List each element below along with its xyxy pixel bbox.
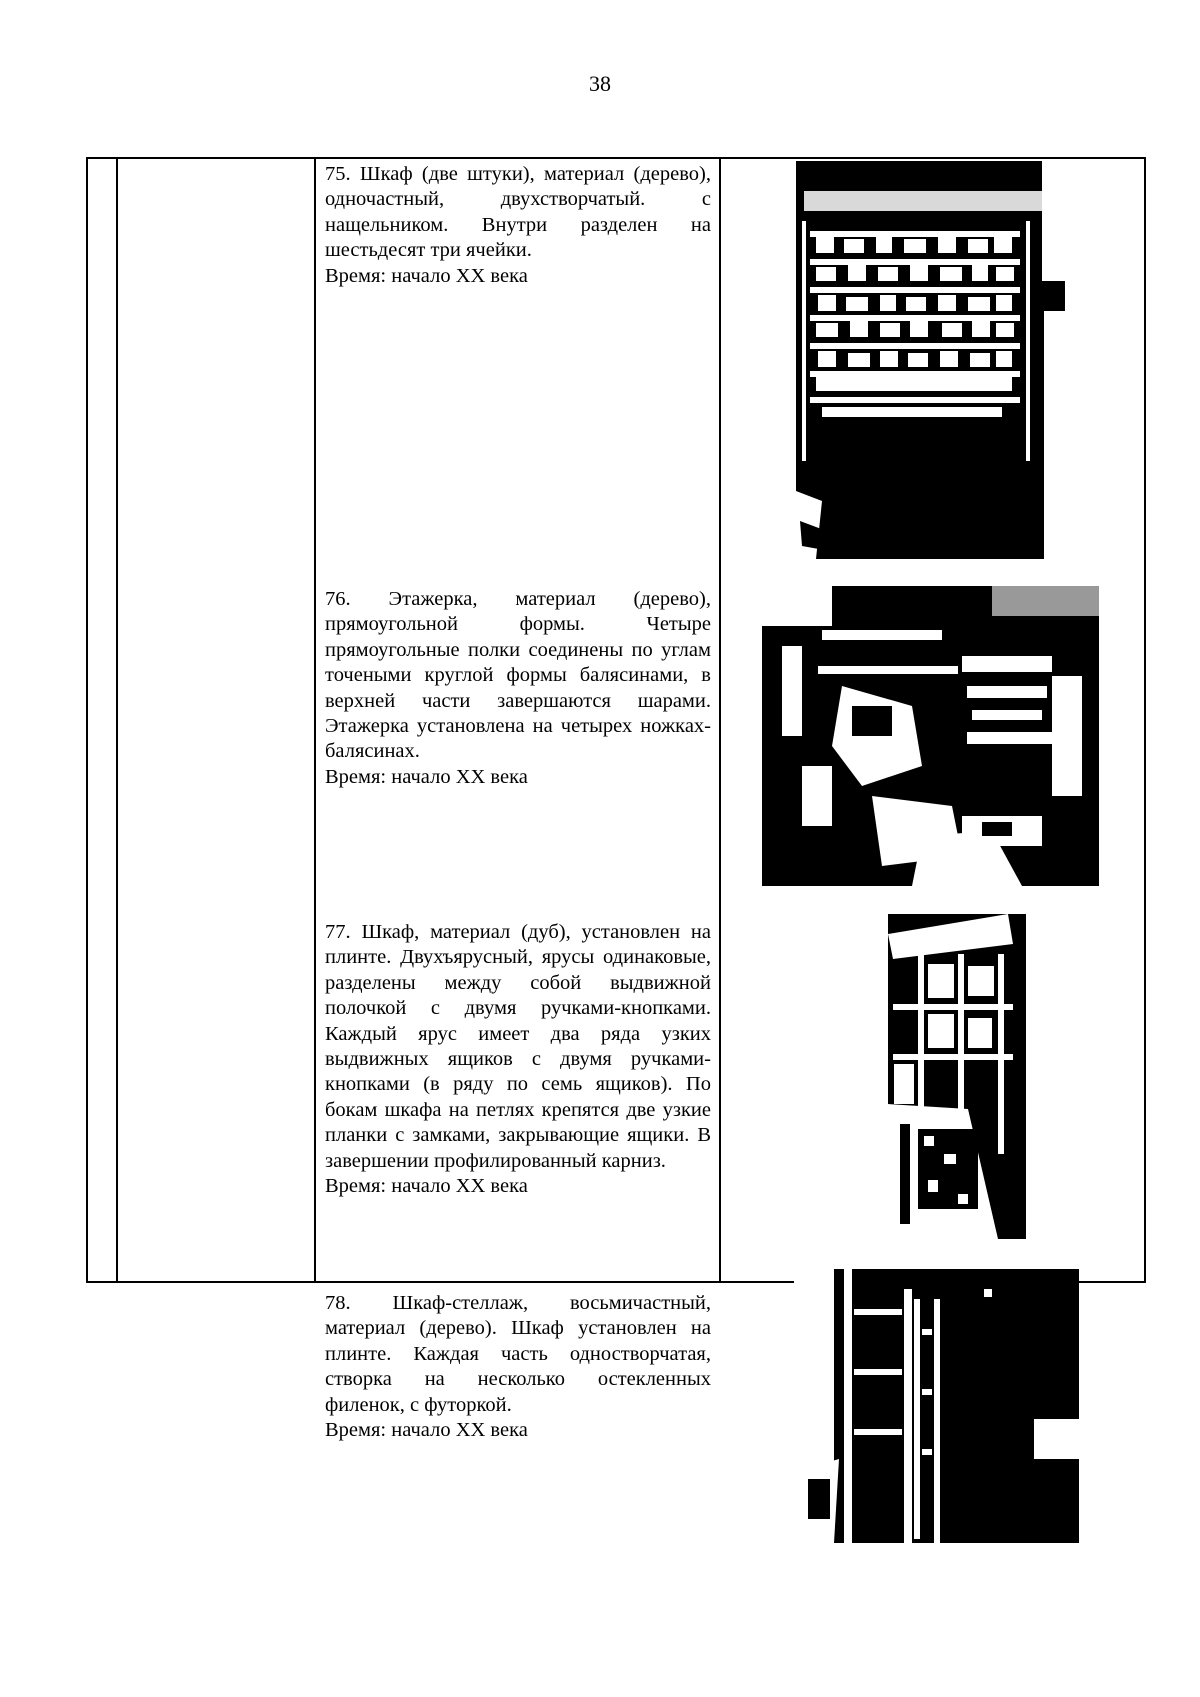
column-divider xyxy=(116,159,118,1281)
entry-time: Время: начало XX века xyxy=(325,1419,528,1442)
column-divider xyxy=(719,159,721,1281)
entry-78 xyxy=(325,1291,711,1443)
entry-76 xyxy=(325,587,711,790)
inventory-table xyxy=(86,157,1146,1442)
entry-time: Время: начало XX века xyxy=(325,1175,528,1198)
page-number: 38 xyxy=(589,71,611,96)
shelf-photo-image xyxy=(762,586,1099,886)
entry-description: 75. Шкаф (две штуки), материал (дерево), одночастный, двухстворчатый. с нащельником. Внутри разделен на шестьдесят три ячейки. xyxy=(325,163,711,262)
entry-description: 76. Этажерка, материал (дерево), прямоугольной формы. Четыре прямоугольные полки соединены по углам точеными круглой формы балясинами, в верхней части завершаются шарами. Этажерка установлена на четырех ножках-балясинах. xyxy=(325,588,711,763)
bookcase-photo-image xyxy=(794,1269,1079,1543)
entry-time: Время: начало XX века xyxy=(325,765,528,788)
photo-cabinet-77 xyxy=(848,914,1026,1239)
entry-time: Время: начало XX века xyxy=(325,264,528,287)
cabinet-photo-image xyxy=(782,161,1065,559)
entry-description: 78. Шкаф-стеллаж, восьмичастный, материал (дерево). Шкаф установлен на плинте. Каждая часть одностворчатая, створка на несколько остекленных филенок, с футоркой. xyxy=(325,1292,711,1416)
entry-77 xyxy=(325,920,711,1199)
drawer-cabinet-photo-image xyxy=(848,914,1026,1239)
entry-75 xyxy=(325,162,711,289)
photo-cabinet-75 xyxy=(782,161,1065,559)
entry-description: 77. Шкаф, материал (дуб), установлен на плинте. Двухъярусный, ярусы одинаковые, разделены между собой выдвижной полочкой с двумя ручками-кнопками. Каждый ярус имеет два ряда узких выдвижных ящиков с двумя ручками-кнопками (в ряду по семь ящиков). По бокам шкафа на петлях крепятся две узкие планки с замками, закрывающие ящики. В завершении профилированный карниз. xyxy=(325,921,711,1172)
photo-shelf-76 xyxy=(762,586,1099,886)
photo-bookcase-78 xyxy=(794,1269,1079,1543)
column-divider xyxy=(314,159,316,1281)
